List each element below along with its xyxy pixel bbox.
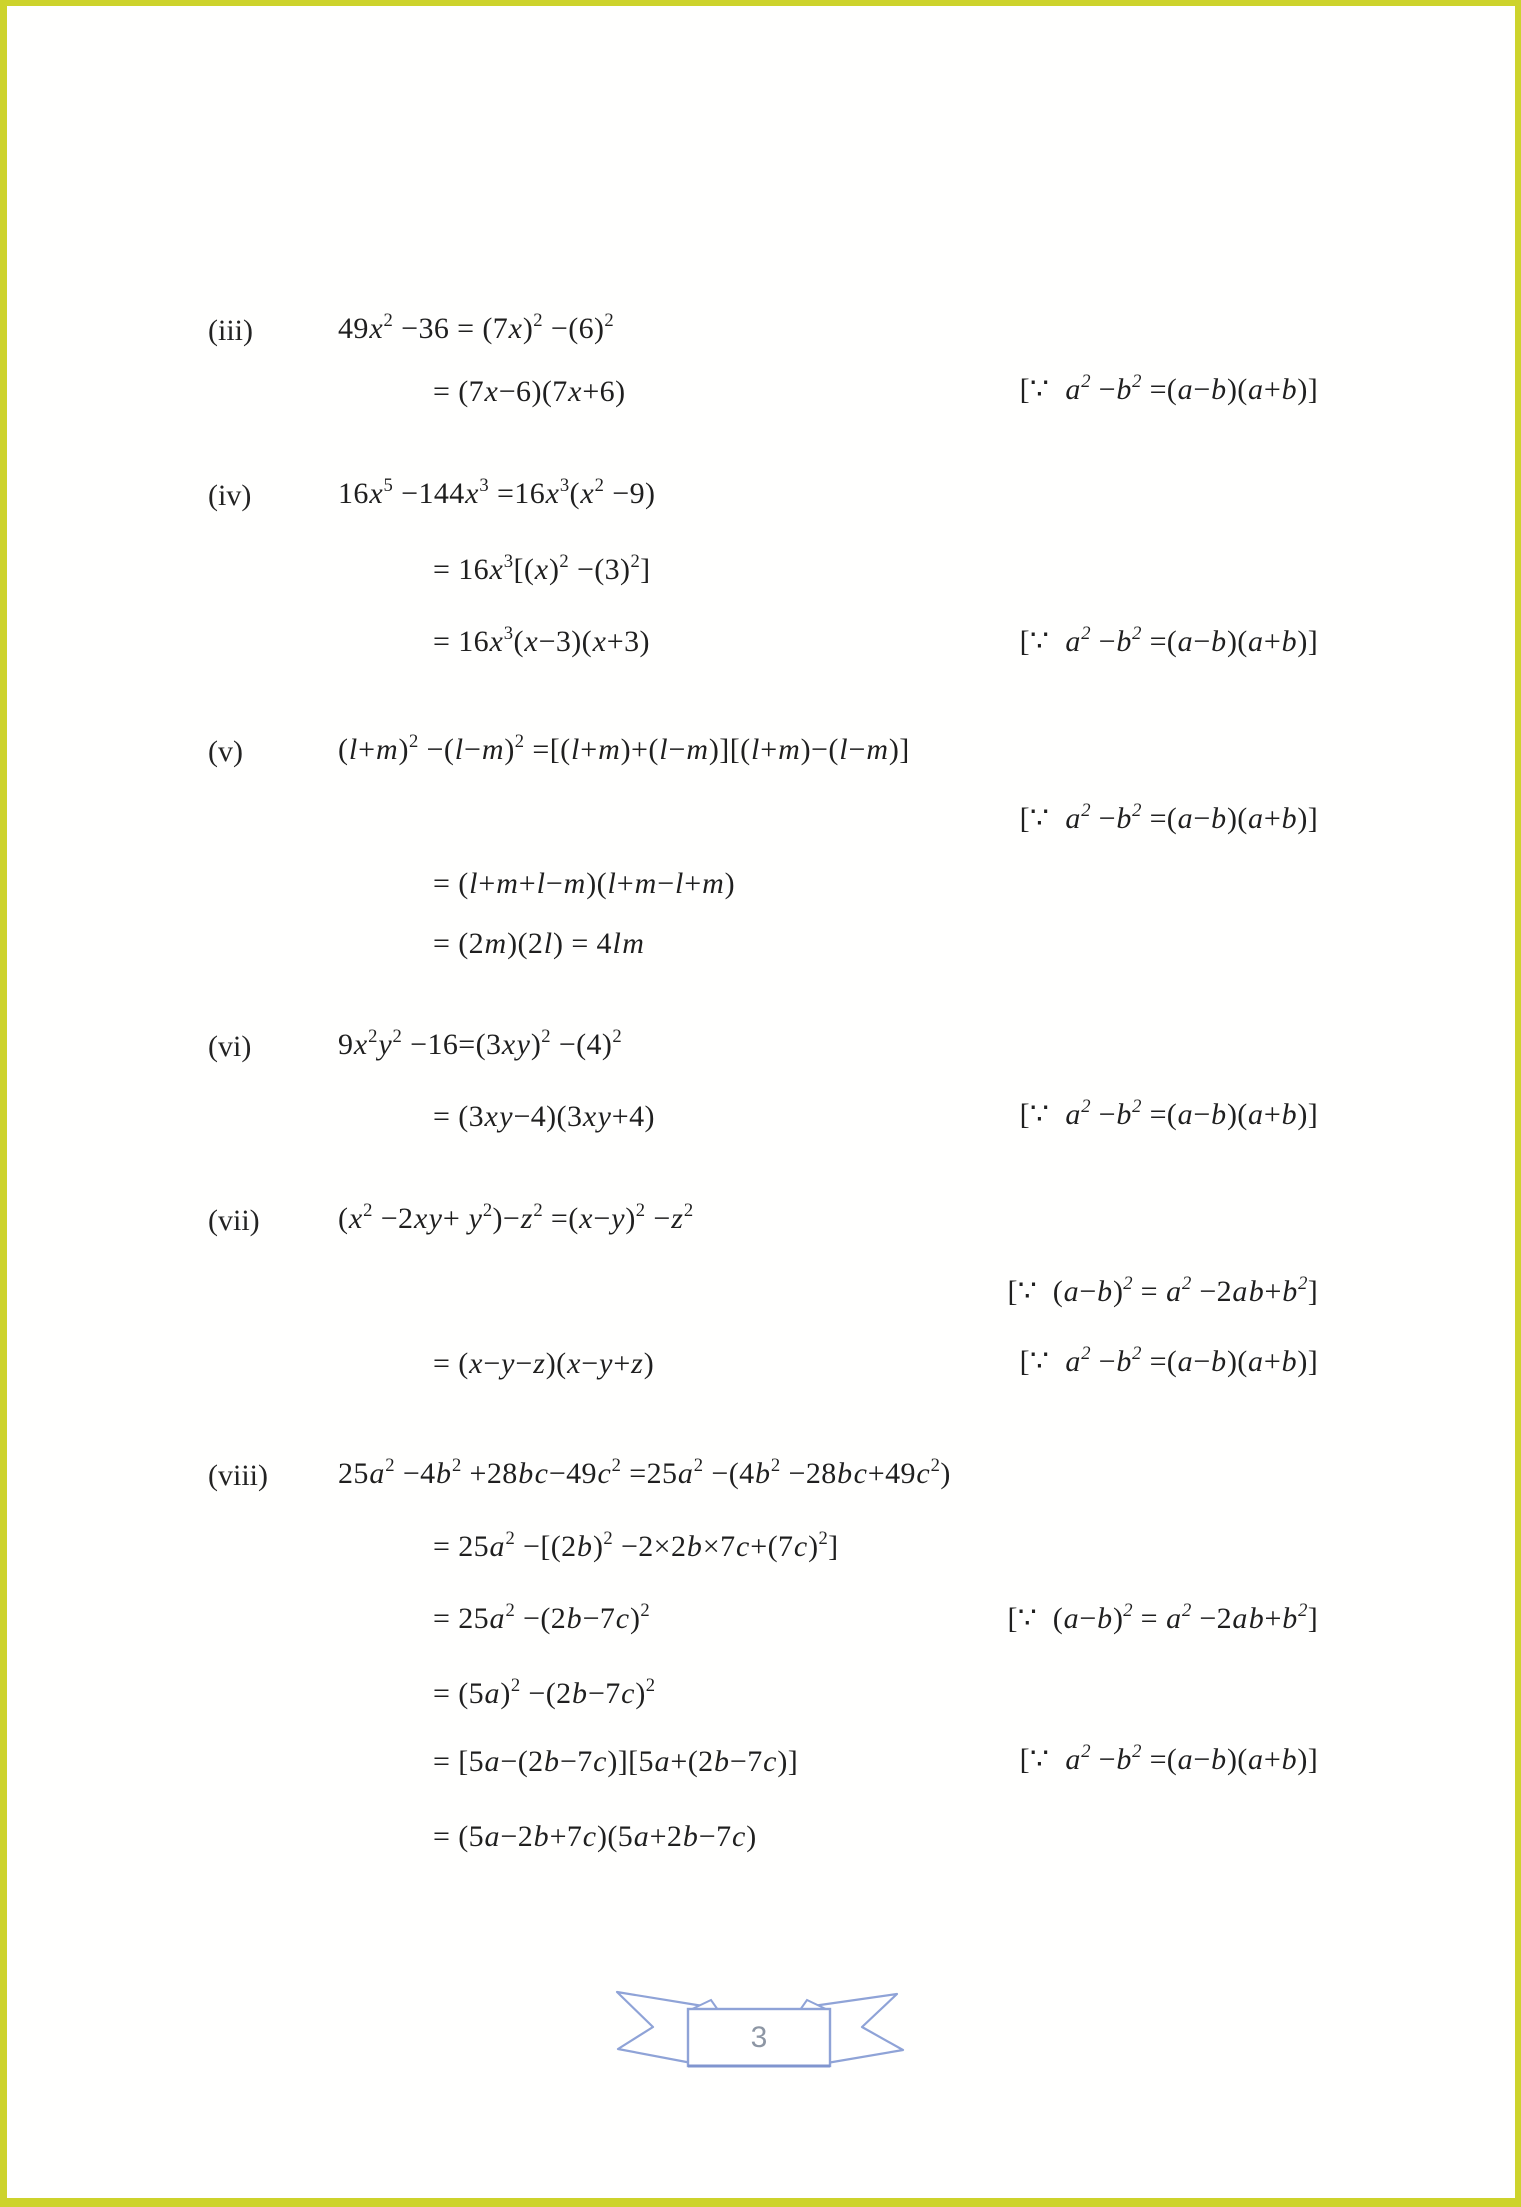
problem-label-vii: (vii) [208,1204,260,1237]
solution-line [208,797,1318,845]
equation: = $25a^2 -[(2b)^2 -2\times 2b\times 7c+(7c)^2]$ [433,1528,839,1563]
solution-line [208,1738,1318,1786]
equation: $9x^2y^2 -16=(3xy)^2 -(4)^2$ [338,1026,623,1061]
solution-line [208,1340,1318,1388]
solution-line [208,1597,1318,1645]
solution-line [208,1197,1318,1245]
page-number-ribbon [585,1979,915,2083]
equation: = [5a−(2b−7c)][5a+(2b−7c)] [433,1745,799,1778]
solution-line [208,472,1318,520]
formula-note: [∵ $a^2 -b^2 =(a-b)(a+b)$] [1019,1741,1318,1776]
equation: $(x^2 -2xy+ y^2)-z^2 =(x-y)^2 -z^2$ [338,1200,694,1235]
equation: = (x−y−z)(x−y+z) [433,1347,655,1380]
solution-line [208,920,1318,968]
solution-line [208,1270,1318,1318]
formula-note: [∵ $(a-b)^2 = a^2 -2ab+b^2$] [1007,1273,1318,1308]
formula-note: [∵ $a^2 -b^2 =(a-b)(a+b)$] [1019,1096,1318,1131]
solution-line [208,307,1318,355]
equation: $16x^5 -144x^3 =16x^3(x^2 -9)$ [338,475,656,510]
problem-label-iii: (iii) [208,314,253,347]
problem-label-vi: (vi) [208,1030,252,1063]
equation: = (3xy−4)(3xy+4) [433,1100,655,1133]
equation: $49x^2 -36 = (7x)^2 -(6)^2$ [338,310,615,345]
solution-line [208,860,1318,908]
solution-line [208,1452,1318,1500]
solution-line [208,548,1318,596]
equation: = $25a^2 -(2b-7c)^2$ [433,1600,651,1635]
solution-line [208,368,1318,416]
equation: = (5a−2b+7c)(5a+2b−7c) [433,1820,757,1853]
problem-label-v: (v) [208,735,243,768]
solution-line [208,1672,1318,1720]
formula-note: [∵ $a^2 -b^2 =(a-b)(a+b)$] [1019,371,1318,406]
solutions-content [208,6,1318,2006]
equation: $(l+m)^2 -(l-m)^2 =[(l+m)+(l-m)][(l+m)-(l-m)]$ [338,731,910,766]
equation: = (l+m+l−m)(l+m−l+m) [433,867,736,900]
equation: = $16x^3(x-3)(x+3)$ [433,623,650,658]
equation: = (7x−6)(7x+6) [433,375,626,408]
solution-line [208,1023,1318,1071]
formula-note: [∵ $a^2 -b^2 =(a-b)(a+b)$] [1019,1343,1318,1378]
formula-note: [∵ $a^2 -b^2 =(a-b)(a+b)$] [1019,800,1318,835]
formula-note: [∵ $a^2 -b^2 =(a-b)(a+b)$] [1019,623,1318,658]
solution-line [208,1093,1318,1141]
solution-line [208,1813,1318,1861]
equation: = (2m)(2l) = 4lm [433,927,645,960]
equation: = $(5a)^2 -(2b-7c)^2$ [433,1675,656,1710]
formula-note: [∵ $(a-b)^2 = a^2 -2ab+b^2$] [1007,1600,1318,1635]
problem-label-viii: (viii) [208,1459,268,1492]
page-number: 3 [750,2021,768,2054]
equation: = $16x^3[(x)^2 -(3)^2]$ [433,551,651,586]
solution-line [208,620,1318,668]
problem-label-iv: (iv) [208,479,252,512]
solution-line [208,728,1318,776]
equation: $25a^2 -4b^2 +28bc-49c^2 =25a^2 -(4b^2 -28bc+49c^2)$ [338,1455,951,1490]
solution-line [208,1525,1318,1573]
